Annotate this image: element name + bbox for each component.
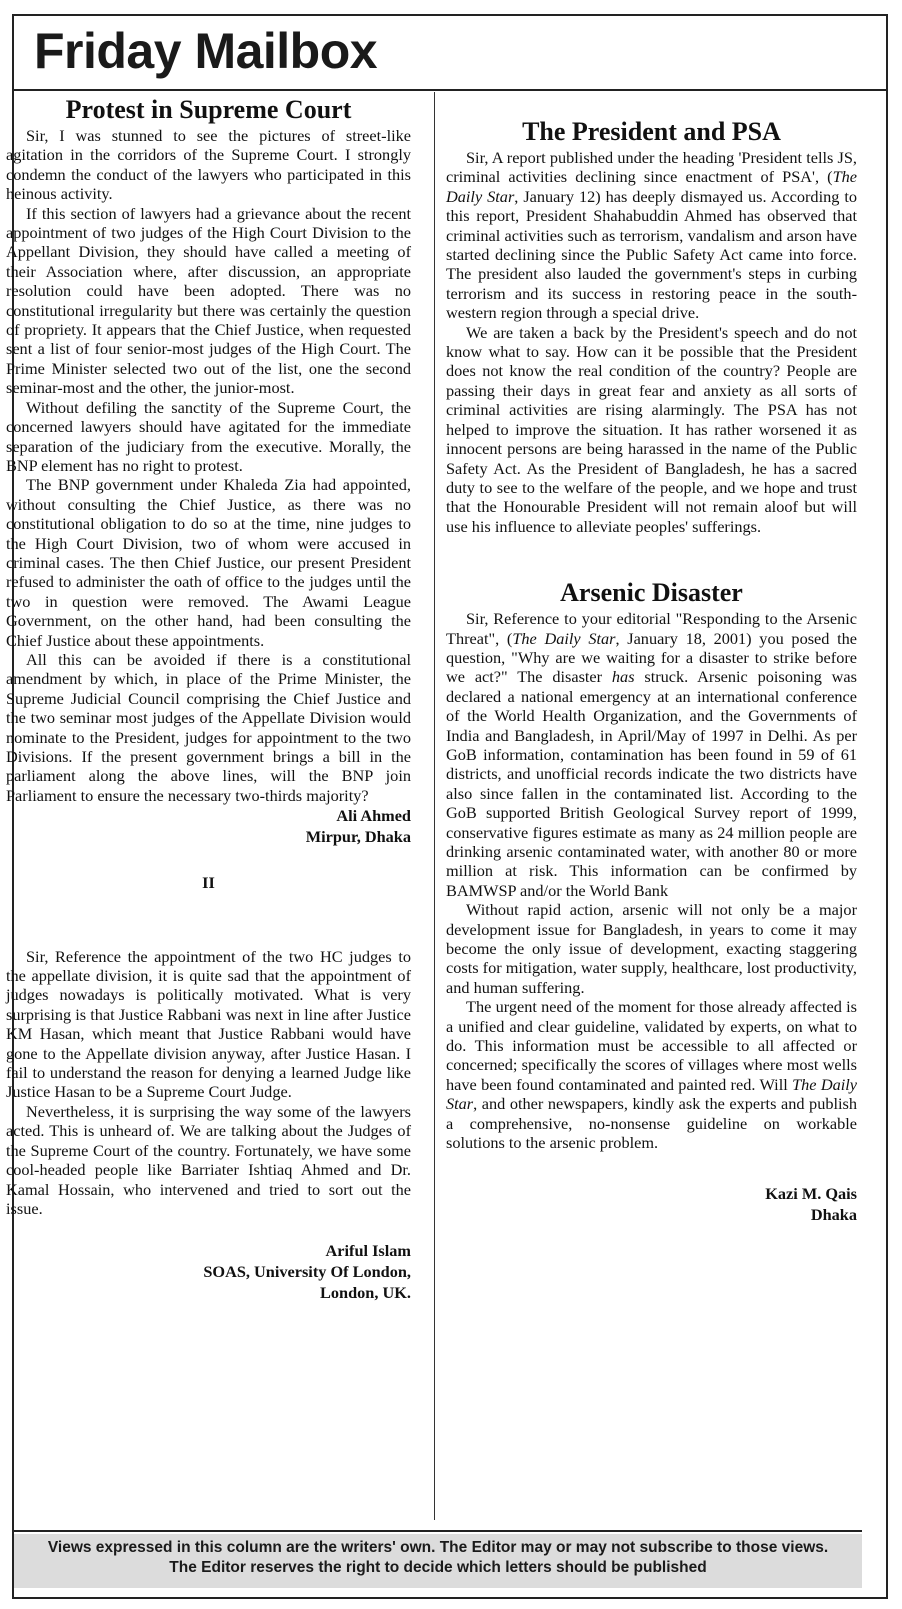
signature-affiliation: SOAS, University Of London, — [203, 1262, 411, 1282]
letter-paragraph: Without rapid action, arsenic will not only be a major development issue for Bangladesh, in years to come it may become the only issue of development, exacting staggering costs for mitigation, water supply, healthcare, lost productivity, and human suffering. — [446, 900, 857, 997]
letter-headline: Arsenic Disaster — [560, 578, 743, 608]
disclaimer-line: The Editor reserves the right to decide which letters should be published — [169, 1559, 707, 1576]
letter-signature — [6, 805, 411, 847]
letter-numeral: II — [202, 873, 215, 893]
letter-signature — [446, 1183, 857, 1225]
signature-name: Ariful Islam — [325, 1241, 411, 1261]
letter-paragraph: The urgent need of the moment for those already affected is a unified and clear guideline, validated by experts, on what to do. This information must be accessible to all affected or concerned; specifically the scores of villages where most wells have been found contaminated and painted red. Will The Daily Star, and other newspapers, kindly ask the experts and publish a comprehensive, no-nonsense guideline on workable solutions to the arsenic problem. — [446, 997, 858, 1153]
column-divider — [434, 92, 435, 1520]
letter-paragraph: We are taken a back by the President's speech and do not know what to say. How can it be possible that the President does not know the real condition of the country? People are passing their days in great fear and anxiety as all sorts of criminal activities are rising alarmingly. The PSA has not helped to improve the situation. It has rather worsened it as innocent persons are being harassed in the name of the Public Safety Act. As the President of Bangladesh, he has a sacred duty to see to the welfare of the people, and we hope and trust that the Honourable President will not remain aloof but will use his influence to alleviate peoples' sufferings. — [446, 322, 857, 536]
letter-headline: Protest in Supreme Court — [65, 95, 352, 124]
letter-paragraph: If this section of lawyers had a grievance about the recent appointment of two judges of the High Court Division to the Appellant Division, they should have called a meeting of their Association where, after discussion, an appropriate resolution could have been adopted. There was no constitutional irregularity but there was certainly the question of propriety. It appears that the Chief Justice, when requested sent a list of four senior-most judges of the High Court. The Prime Minister selected two out of the list, one the second seminar-most and the other, the junior-most. — [6, 203, 411, 398]
letter-paragraph: Without defiling the sanctity of the Supreme Court, the concerned lawyers should have agitated for the immediate separation of the judiciary from the executive. Morally, the BNP element has no right to protest. — [6, 397, 411, 475]
letter-ii — [6, 873, 411, 1303]
signature-location: Dhaka — [810, 1204, 857, 1224]
letter-headline: The President and PSA — [522, 117, 781, 146]
letter-paragraph: The BNP government under Khaleda Zia had appointed, without consulting the Chief Justice, as there was no constitutional obligation to do so at the time, nine judges to the High Court Division, two of whom were accused in criminal cases. The then Chief Justice, our present President refused to administer the oath of office to the judges until the two in question were removed. The Awami League Government, on the other hand, had been consulting the Chief Justice about these appointments. — [6, 475, 411, 650]
publication-name: The Daily Star — [512, 628, 616, 648]
right-column — [446, 95, 857, 1225]
footer-divider — [14, 1530, 862, 1532]
letter-protest-supreme-court — [6, 95, 411, 847]
editor-disclaimer — [14, 1534, 862, 1588]
signature-location: Mirpur, Dhaka — [305, 827, 411, 847]
letter-signature — [6, 1240, 411, 1303]
letter-paragraph: Sir, A report published under the heading 'President tells JS, criminal activities declining since enactment of PSA', (The Daily Star, January 12) has deeply dismayed us. According to this report, President Shahabuddin Ahmed has observed that criminal activities such as terrorism, vandalism and arson have started declining since the Public Safety Act came into force. The president also lauded the government's steps in curbing terrorism and its success in restoring peace in the south-western region through a special drive. — [446, 148, 858, 323]
masthead — [14, 16, 886, 91]
signature-location: London, UK. — [320, 1283, 411, 1303]
disclaimer-line: Views expressed in this column are the writers' own. The Editor may or may not subscribe to those views. — [47, 1539, 829, 1556]
letter-paragraph: All this can be avoided if there is a constitutional amendment by which, in place of the Prime Minister, the Supreme Judicial Council comprising the Chief Justice and the two seminar most judges of the Appellate Division would nominate to the President, judges for appointment to the two Divisions. If the present government brings a bill in the parliament along the above lines, will the BNP join Parliament to ensure the necessary two-thirds majority? — [6, 649, 411, 805]
publication-name: The Daily Star — [446, 1074, 858, 1114]
signature-name: Kazi M. Qais — [765, 1183, 857, 1203]
page-title: Friday Mailbox — [34, 23, 378, 79]
signature-name: Ali Ahmed — [336, 806, 411, 826]
letter-paragraph: Sir, Reference to your editorial "Responding to the Arsenic Threat", (The Daily Star, January 18, 2001) you posed the question, "Why are we waiting for a disaster to strike before we act?" The disaster has struck. Arsenic poisoning was declared a national emergency at an international conference of the World Health Organization, and the Governments of India and Bangladesh, in April/May of 1997 in Delhi. As per GoB information, contamination has been found in 59 of 61 districts, and unofficial records indicate the two districts have also since fallen in the contaminated list. According to the GoB supported British Geological Survey report of 1999, conservative figures estimate as many as 24 million people are drinking arsenic contaminated water, with another 80 or more million at risk. This information can be confirmed by BAMWSP and/or the World Bank — [446, 609, 857, 900]
left-column — [6, 95, 411, 1303]
letter-paragraph: Nevertheless, it is surprising the way some of the lawyers acted. This is unheard of. We are talking about the Judges of the Supreme Court of the country. Fortunately, we have some cool-headed people like Barriater Ishtiaq Ahmed and Dr. Kamal Hossain, who intervened and tried to sort out the issue. — [6, 1101, 411, 1218]
letter-president-psa — [446, 117, 857, 536]
letter-arsenic-disaster — [446, 578, 857, 1224]
letter-paragraph: Sir, Reference the appointment of the two HC judges to the appellate division, it is quite sad that the appointment of judges nowadays is politically motivated. What is very surprising is that Justice Rabbani was next in line after Justice KM Hasan, which meant that Justice Rabbani would have gone to the Appellate division anyway, after Justice Hasan. I fail to understand the reason for denying a learned Judge like Justice Hasan to be a Supreme Court Judge. — [6, 946, 411, 1102]
publication-name: The Daily Star — [446, 167, 857, 206]
letter-paragraph: Sir, I was stunned to see the pictures of street-like agitation in the corridors of the Supreme Court. I strongly condemn the conduct of the lawyers who participated in this heinous activity. — [6, 126, 411, 204]
